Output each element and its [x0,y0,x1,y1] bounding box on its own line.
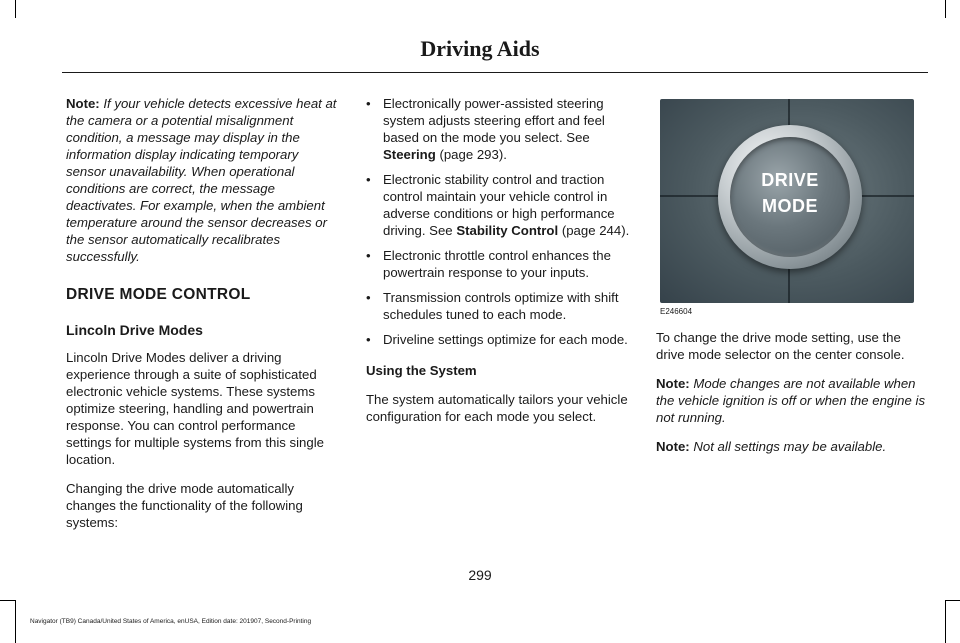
note-text: Not all settings may be available. [693,439,887,454]
knob-label-line: MODE [762,196,818,216]
drive-mode-knob-image [660,99,914,303]
column-left [66,95,340,543]
page-header-title: Driving Aids [420,36,540,61]
list-item-text: Driveline settings optimize for each mode. [383,332,628,347]
list-item-text: Transmission controls optimize with shift schedules tuned to each mode. [383,290,619,322]
crop-mark [15,600,16,643]
column-right [656,95,930,467]
paragraph: The system automatically tailors your vehicle configuration for each mode you select. [366,392,628,424]
cross-reference-link[interactable]: Stability Control [456,223,559,238]
crop-mark [945,600,960,601]
drive-mode-knob [718,125,862,269]
section-heading: DRIVE MODE CONTROL [66,286,251,303]
note-text: If your vehicle detects excessive heat at the camera or a potential misalignment condition, a message may display in the information display indicating temporary sensor unavailability. When operational conditions are correct, the message deactivates. For example, when the ambient temperature around the sensor decreases or the sensor automatically recalibrates successfully. [66,96,337,264]
note-mode-changes [656,375,930,426]
sub-heading: Lincoln Drive Modes [66,322,203,338]
list-item [366,247,632,281]
column-middle [366,95,632,437]
paragraph: Changing the drive mode automatically changes the functionality of the following systems: [66,481,303,530]
list-item-text: Electronic stability control and traction control maintain your vehicle control in adverse conditions or high performance driving. See [383,172,615,238]
list-item [366,95,632,163]
using-system-heading: Using the System [366,363,477,378]
knob-label [730,167,850,219]
cross-reference-link[interactable]: Steering [383,147,436,162]
knob-label-line: DRIVE [761,170,819,190]
systems-list [366,95,632,348]
note-text: Mode changes are not available when the vehicle ignition is off or when the engine is not running. [656,376,926,425]
figure-code: E246604 [660,307,693,316]
edition-footer: Navigator (TB9) Canada/United States of America, enUSA, Edition date: 201907, Second-Printing [30,618,312,625]
list-item [366,331,632,348]
note-label: Note: [66,96,100,111]
page-number: 299 [468,567,492,583]
note-label: Note: [656,439,690,454]
paragraph: Lincoln Drive Modes deliver a driving experience through a suite of sophisticated electronic vehicle systems. These systems optimize steering, handling and powertrain response. You can control performance settings for multiple systems from this single location. [66,350,324,467]
note-settings [656,438,930,455]
crop-mark [0,600,15,601]
crop-mark [945,600,946,643]
crop-mark [945,0,946,18]
knob-face [730,137,850,257]
list-item-text: Electronically power-assisted steering system adjusts steering effort and feel based on the mode you select. See [383,96,605,145]
header-rule [62,72,928,73]
list-item [366,289,632,323]
page-reference: (page 244). [561,223,630,238]
page-reference: (page 293). [439,147,507,162]
list-item-text: Electronic throttle control enhances the powertrain response to your inputs. [383,248,611,280]
paragraph: To change the drive mode setting, use the drive mode selector on the center console. [656,330,905,362]
list-item [366,171,632,239]
note-heat [66,95,340,265]
crop-mark [15,0,16,18]
note-label: Note: [656,376,690,391]
